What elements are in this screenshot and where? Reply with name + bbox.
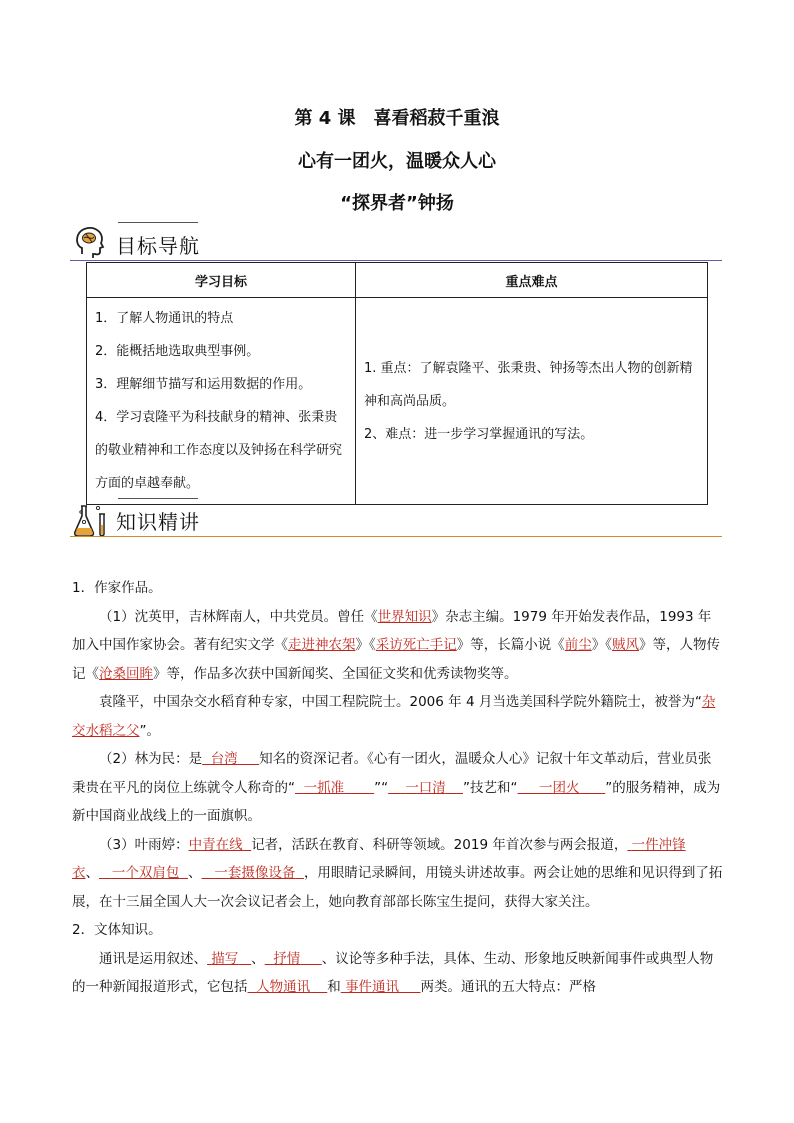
item-heading: 2．文体知识。 — [72, 922, 162, 938]
key-point-item: 1. 重点：了解袁隆平、张秉贵、钟扬等杰出人物的创新精神和高尚品质。 — [364, 360, 693, 409]
key-points-cell — [356, 298, 708, 505]
paragraph-yuan-longping: 袁隆平，中国杂交水稻育种专家，中国工程院院士。2006 年 4 月当选美国科学院外籍院士，被誉为“杂交水稻之父”。 — [72, 694, 716, 739]
knowledge-body — [72, 574, 724, 1002]
lesson-title: 第 4 课 喜看稻菽千重浪 — [294, 108, 500, 129]
key-point-item: 2、难点：进一步学习掌握通讯的写法。 — [364, 426, 594, 442]
goal-item: 4．学习袁隆平为科技献身的精神、张秉贵的敬业精神和工作态度以及钟扬在科学研究方面的卓越奉献。 — [95, 410, 343, 491]
table-header-key-points: 重点难点 — [356, 263, 708, 298]
goal-item: 2．能概括地选取典型事例。 — [95, 344, 260, 359]
brain-head-icon — [72, 224, 110, 262]
section-header-knowledge — [70, 498, 722, 540]
divider — [70, 536, 722, 537]
answer-blank: 沧桑回眸 — [99, 665, 153, 682]
paragraph-author-1: （1）沈英甲，吉林辉南人，中共党员。曾任《世界知识》杂志主编。1979 年开始发表作品，1993 年加入中国作家协会。著有纪实文学《走进神农架》《采访死亡手记》等，长篇小说《前尘》《贼风》等，人物传记《沧桑回眸》等，作品多次获中国新闻奖、全国征文奖和优秀读物奖等。 — [72, 608, 720, 682]
answer-blank: 一个双肩包 — [111, 865, 180, 881]
goals-cell — [87, 298, 356, 505]
paragraph-author-3: （3）叶雨婷：中青在线 记者，活跃在教育、科研等领域。2019 年首次参与两会报道， 一件冲锋衣、 一个双肩包 、 一套摄像设备 ，用眼睛记录瞬间，用镜头讲述故事。两会让她的思维和见识得到了拓展，在十三届全国人大一次会议记者会上，她向教育部部长陈宝生提问，获得大家关注。 — [72, 836, 723, 910]
answer-blank: 抒情 — [273, 950, 301, 967]
subtitle-2: “探界者”钟扬 — [340, 193, 454, 214]
item-heading: 1．作家作品。 — [72, 580, 162, 596]
answer-blank: 杂交水稻之父 — [72, 694, 716, 739]
section-title: 目标导航 — [116, 234, 200, 258]
answer-blank: 走进神农架 — [288, 637, 356, 653]
goal-item: 3．理解细节描写和运用数据的作用。 — [95, 377, 312, 392]
paragraph-genre: 通讯是运用叙述、 描写 、 抒情 、议论等多种手法，具体、生动、形象地反映新闻事件或典型人物的一种新闻报道形式，它包括 人物通讯 和 事件通讯 两类。通讯的五大特点：严格 — [72, 950, 714, 995]
paragraph-author-2: （2）林为民：是 台湾 知名的资深记者。《心有一团火，温暖众人心》记叙十年文革动后，营业员张秉贵在平凡的岗位上练就令人称奇的“ 一抓准 ”“ 一口清 ”技艺和“ 一团火 ”的服务精神，成为新中国商业战线上的一面旗帜。 — [72, 751, 721, 824]
answer-blank: 事件通讯 — [345, 979, 400, 995]
goals-table — [86, 262, 708, 505]
answer-blank: 一抓准 — [303, 779, 345, 796]
table-header-goals: 学习目标 — [87, 263, 356, 298]
divider — [118, 498, 198, 499]
answer-blank: 一团火 — [538, 779, 580, 796]
answer-blank: 一套摄像设备 — [214, 865, 296, 881]
divider — [70, 260, 722, 261]
answer-blank: 描写 — [211, 950, 239, 967]
section-title: 知识精讲 — [116, 510, 200, 534]
answer-blank: 台湾 — [210, 751, 238, 767]
divider — [118, 222, 198, 223]
answer-blank: 前尘 — [564, 637, 592, 653]
section-header-goals — [70, 222, 722, 264]
subtitle-1: 心有一团火，温暖众人心 — [298, 151, 496, 172]
goal-item: 1．了解人物通讯的特点 — [95, 311, 234, 326]
answer-blank: 采访死亡手记 — [375, 637, 457, 653]
answer-blank: 中青在线 — [188, 836, 243, 853]
lab-flask-icon — [72, 500, 110, 538]
answer-blank: 一口清 — [405, 779, 446, 796]
answer-blank: 一件冲锋衣 — [72, 836, 686, 881]
answer-blank: 贼风 — [612, 637, 639, 653]
answer-blank: 世界知识 — [377, 608, 432, 625]
answer-blank: 人物通讯 — [256, 979, 311, 995]
